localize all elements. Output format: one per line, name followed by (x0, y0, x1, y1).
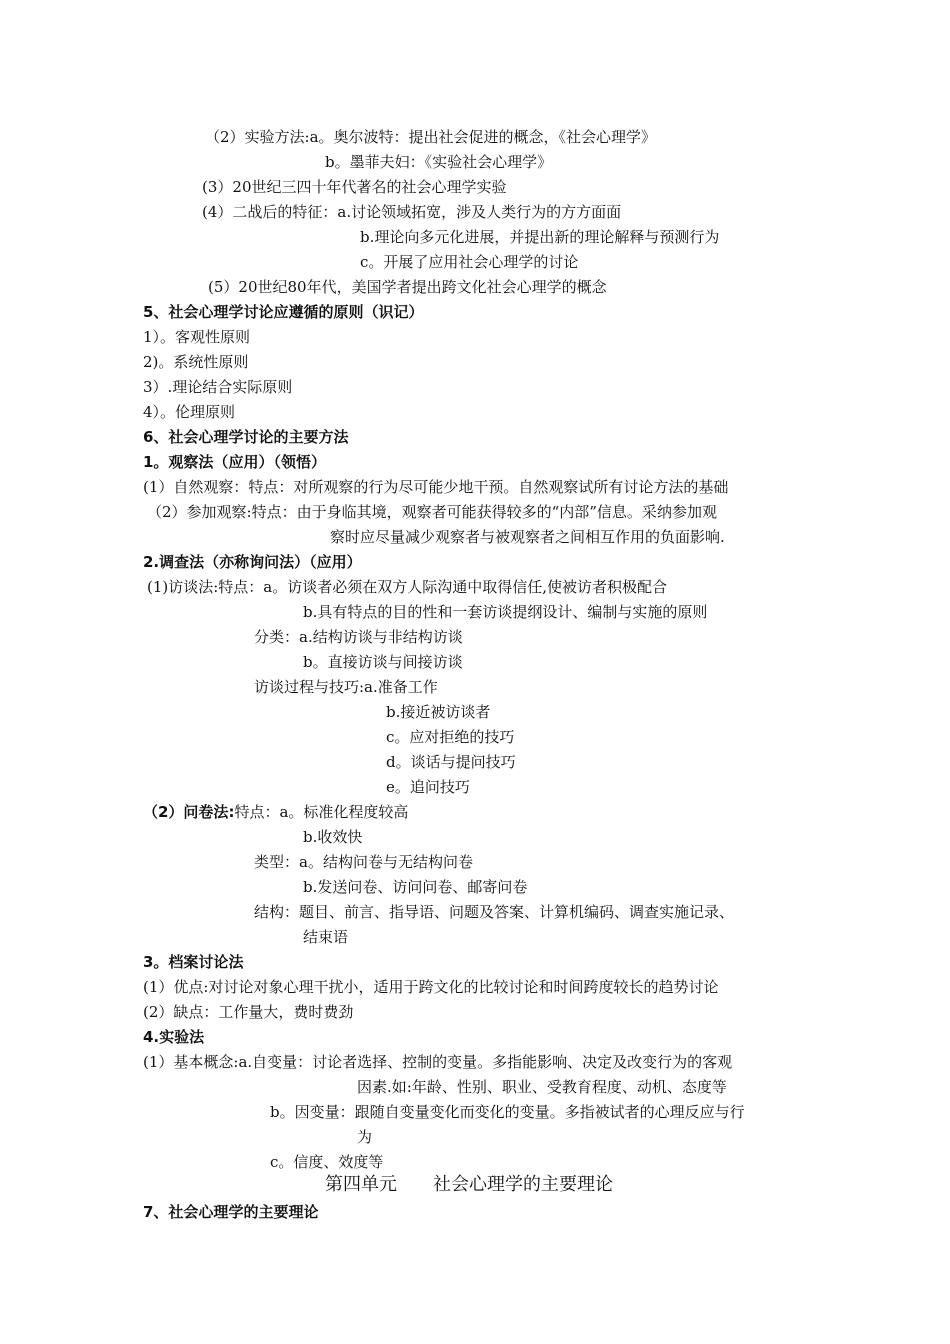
inline-heading: （2）问卷法: (143, 803, 235, 821)
text-line: 2)。系统性原则 (143, 353, 249, 371)
text-line: c。信度、效度等 (270, 1153, 384, 1171)
text-line: (5）20世纪80年代，美国学者提出跨文化社会心理学的概念 (208, 278, 607, 296)
inline-text: 特点：a。标准化程度较高 (234, 803, 409, 821)
text-line: 结构：题目、前言、指导语、问题及答案、计算机编码、调查实施记录、 (254, 903, 735, 921)
text-line: 1）。客观性原则 (143, 328, 251, 346)
text-line: (1）自然观察：特点：对所观察的行为尽可能少地干预。自然观察试所有讨论方法的基础 (143, 478, 729, 496)
unit-title: 第四单元 社会心理学的主要理论 (325, 1174, 613, 1195)
subsection-heading: 3。档案讨论法 (143, 953, 244, 971)
text-line: b。直接访谈与间接访谈 (303, 653, 463, 671)
text-line: b。墨菲夫妇：《实验社会心理学》 (325, 153, 553, 171)
section-heading: 5、社会心理学讨论应遵循的原则（识记） (143, 303, 424, 321)
subsection-heading: 1。观察法（应用）（领悟） (143, 453, 326, 471)
subsection-heading: 4.实验法 (143, 1028, 205, 1046)
text-line: 察时应尽量减少观察者与被观察者之间相互作用的负面影响. (330, 528, 725, 546)
text-line: b.收效快 (303, 828, 363, 846)
text-line: b.理论向多元化进展，并提出新的理论解释与预测行为 (360, 228, 720, 246)
text-line: (1）基本概念:a.自变量：讨论者选择、控制的变量。多指能影响、决定及改变行为的客观 (143, 1053, 733, 1071)
text-line: 因素.如:年龄、性别、职业、受教育程度、动机、态度等 (357, 1078, 727, 1096)
text-line: d。谈话与提问技巧 (386, 753, 516, 771)
text-line: e。追问技巧 (386, 778, 470, 796)
text-line: （2）参加观察:特点：由于身临其境，观察者可能获得较多的“内部”信息。采纳参加观 (147, 503, 717, 521)
text-line: b.具有特点的目的性和一套访谈提纲设计、编制与实施的原则 (303, 603, 708, 621)
text-line: 为 (357, 1128, 373, 1146)
section-heading: 6、社会心理学讨论的主要方法 (143, 428, 349, 446)
text-line: (1)访谈法:特点：a。访谈者必须在双方人际沟通中取得信任,使被访者积极配合 (147, 578, 668, 596)
text-line: 访谈过程与技巧:a.准备工作 (254, 678, 438, 696)
text-line: (2）缺点：工作量大，费时费劲 (143, 1003, 354, 1021)
text-line: b.接近被访谈者 (386, 703, 491, 721)
text-line: (4）二战后的特征：a.讨论领域拓宽，涉及人类行为的方方面面 (202, 203, 622, 221)
text-line: c。应对拒绝的技巧 (386, 728, 515, 746)
text-line: 结束语 (303, 928, 349, 946)
text-line: (3）20世纪三四十年代著名的社会心理学实验 (202, 178, 507, 196)
text-line: 类型：a。结构问卷与无结构问卷 (254, 853, 473, 871)
section-heading: 7、社会心理学的主要理论 (143, 1203, 319, 1221)
text-line: 分类：a.结构访谈与非结构访谈 (254, 628, 463, 646)
text-line: 4）。伦理原则 (143, 403, 236, 421)
text-line: （2）实验方法:a。奥尔波特：提出社会促进的概念，《社会心理学》 (205, 128, 657, 146)
text-line: b.发送问卷、访问问卷、邮寄问卷 (303, 878, 528, 896)
text-line (143, 802, 408, 822)
text-line: (1）优点:对讨论对象心理干扰小，适用于跨文化的比较讨论和时间跨度较长的趋势讨论 (143, 978, 719, 996)
subsection-heading: 2.调查法（亦称询问法）（应用） (143, 553, 362, 571)
text-line: b。因变量：跟随自变量变化而变化的变量。多指被试者的心理反应与行 (270, 1103, 745, 1121)
text-line: c。开展了应用社会心理学的讨论 (360, 253, 579, 271)
text-line: 3）.理论结合实际原则 (143, 378, 293, 396)
